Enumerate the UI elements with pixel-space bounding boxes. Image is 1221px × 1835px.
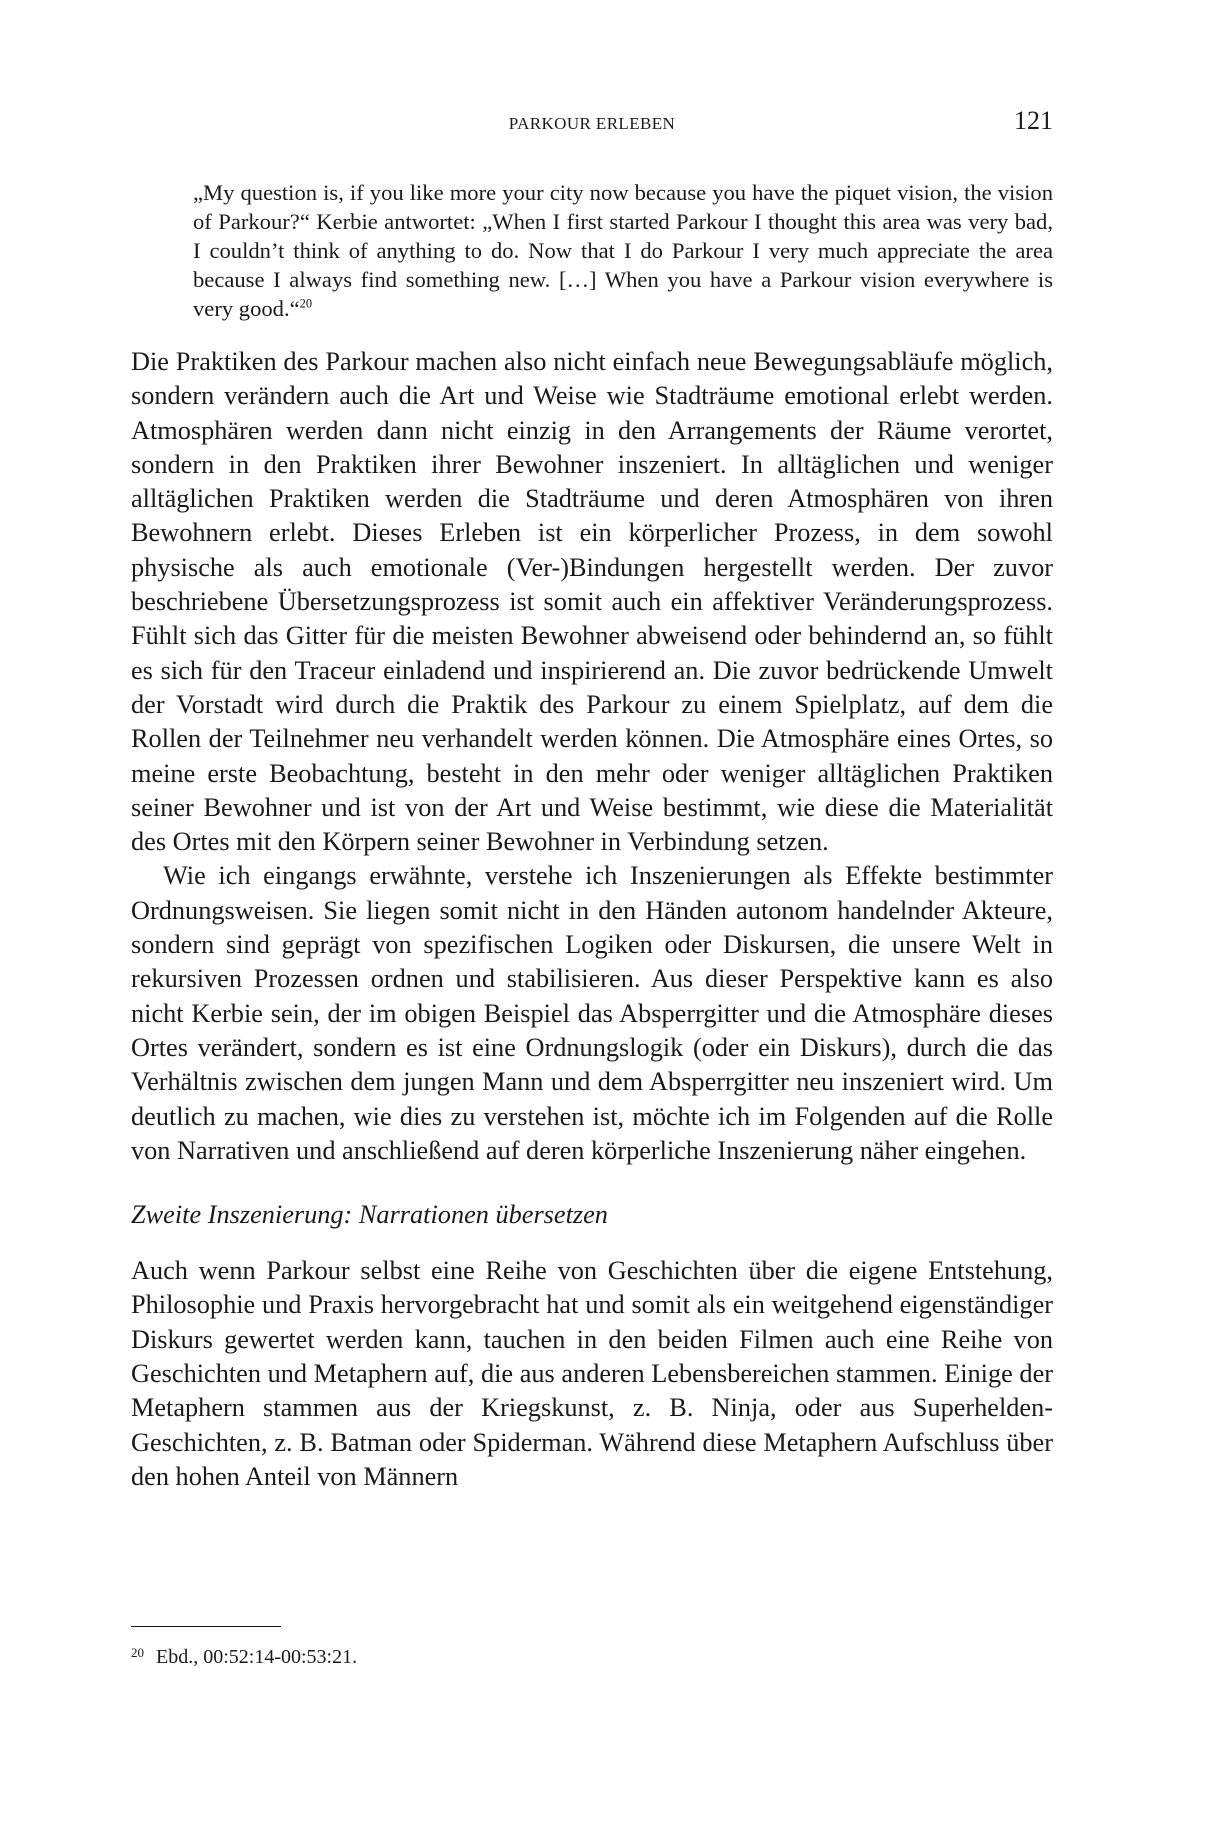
footnote (131, 1640, 357, 1670)
main-text (131, 345, 1053, 1494)
paragraph-2: Wie ich eingangs erwähnte, verstehe ich Inszenierungen als Effekte bestimmter Ordnungsweisen. Sie liegen somit nicht in den Händen autonom handelnder Akteure, sondern sind geprägt von spezifischen Logiken oder Diskursen, die unsere Welt in rekursiven Prozessen ordnen und stabilisieren. Aus dieser Perspektive kann es also nicht Kerbie sein, der im obigen Beispiel das Absperrgitter und die Atmosphäre dieses Ortes verändert, sondern es ist eine Ordnungslogik (oder ein Diskurs), durch die das Verhältnis zwischen dem jungen Mann und dem Absperrgitter neu inszeniert wird. Um deutlich zu machen, wie dies zu verstehen ist, möchte ich im Folgenden auf die Rolle von Narrativen und anschließend auf deren körperliche Inszenierung näher eingehen. (131, 861, 1053, 1165)
page-header (131, 104, 1053, 144)
quote-text: „My question is, if you like more your city now because you have the piquet vision, the vision of Parkour?“ Kerbie antwortet: „When I first started Parkour I thought this area was very bad, I couldn’t think of anything to do. Now that I do Parkour I very much appreciate the area because I always find something new. […] When you have a Parkour vision everywhere is very good.“ (193, 180, 1053, 321)
section-paragraph: Auch wenn Parkour selbst eine Reihe von Geschichten über die eigene Entstehung, Philosophie und Praxis hervorgebracht hat und somit als ein weitgehend eigenständiger Diskurs gewertet werden kann, tauchen in den beiden Filmen auch eine Reihe von Geschichten und Metaphern auf, die aus anderen Lebensbereichen stammen. Einige der Metaphern stammen aus der Kriegskunst, z. B. Ninja, oder aus Superhelden-Geschichten, z. B. Batman oder Spiderman. Während diese Metaphern Aufschluss über den hohen Anteil von Männern (131, 1256, 1053, 1491)
section-heading: Zweite Inszenierung: Narrationen übersetzen (131, 1200, 608, 1230)
footnote-number: 20 (131, 1645, 144, 1660)
page-number: 121 (1014, 106, 1053, 135)
footnote-text: Ebd., 00:52:14-00:53:21. (156, 1646, 358, 1668)
footnote-reference[interactable]: 20 (299, 296, 313, 311)
running-title: PARKOUR ERLEBEN (508, 114, 676, 133)
footnote-divider (131, 1626, 281, 1627)
paragraph-1: Die Praktiken des Parkour machen also nicht einfach neue Bewegungsabläufe möglich, sondern verändern auch die Art und Weise wie Stadträume emotional erlebt werden. Atmosphären werden dann nicht einzig in den Arrangements der Räume verortet, sondern in den Praktiken ihrer Bewohner inszeniert. In alltäglichen und weniger alltäglichen Praktiken werden die Stadträume und deren Atmosphären von ihren Bewohnern erlebt. Dieses Erleben ist ein körperlicher Prozess, in dem sowohl physische als auch emotionale (Ver-)Bindungen hergestellt werden. Der zuvor beschriebene Übersetzungsprozess ist somit auch ein affektiver Veränderungsprozess. Fühlt sich das Gitter für die meisten Bewohner abweisend oder behindernd an, so fühlt es sich für den Traceur einladend und inspirierend an. Die zuvor bedrückende Umwelt der Vorstadt wird durch die Praktik des Parkour zu einem Spielplatz, auf dem die Rollen der Teilnehmer neu verhandelt werden können. Die Atmosphäre eines Ortes, so meine erste Beobachtung, besteht in den mehr oder weniger alltäglichen Praktiken seiner Bewohner und ist von der Art und Weise bestimmt, wie diese die Materialität des Ortes mit den Körpern seiner Bewohner in Verbindung setzen. (131, 347, 1053, 857)
block-quote (193, 178, 1053, 323)
